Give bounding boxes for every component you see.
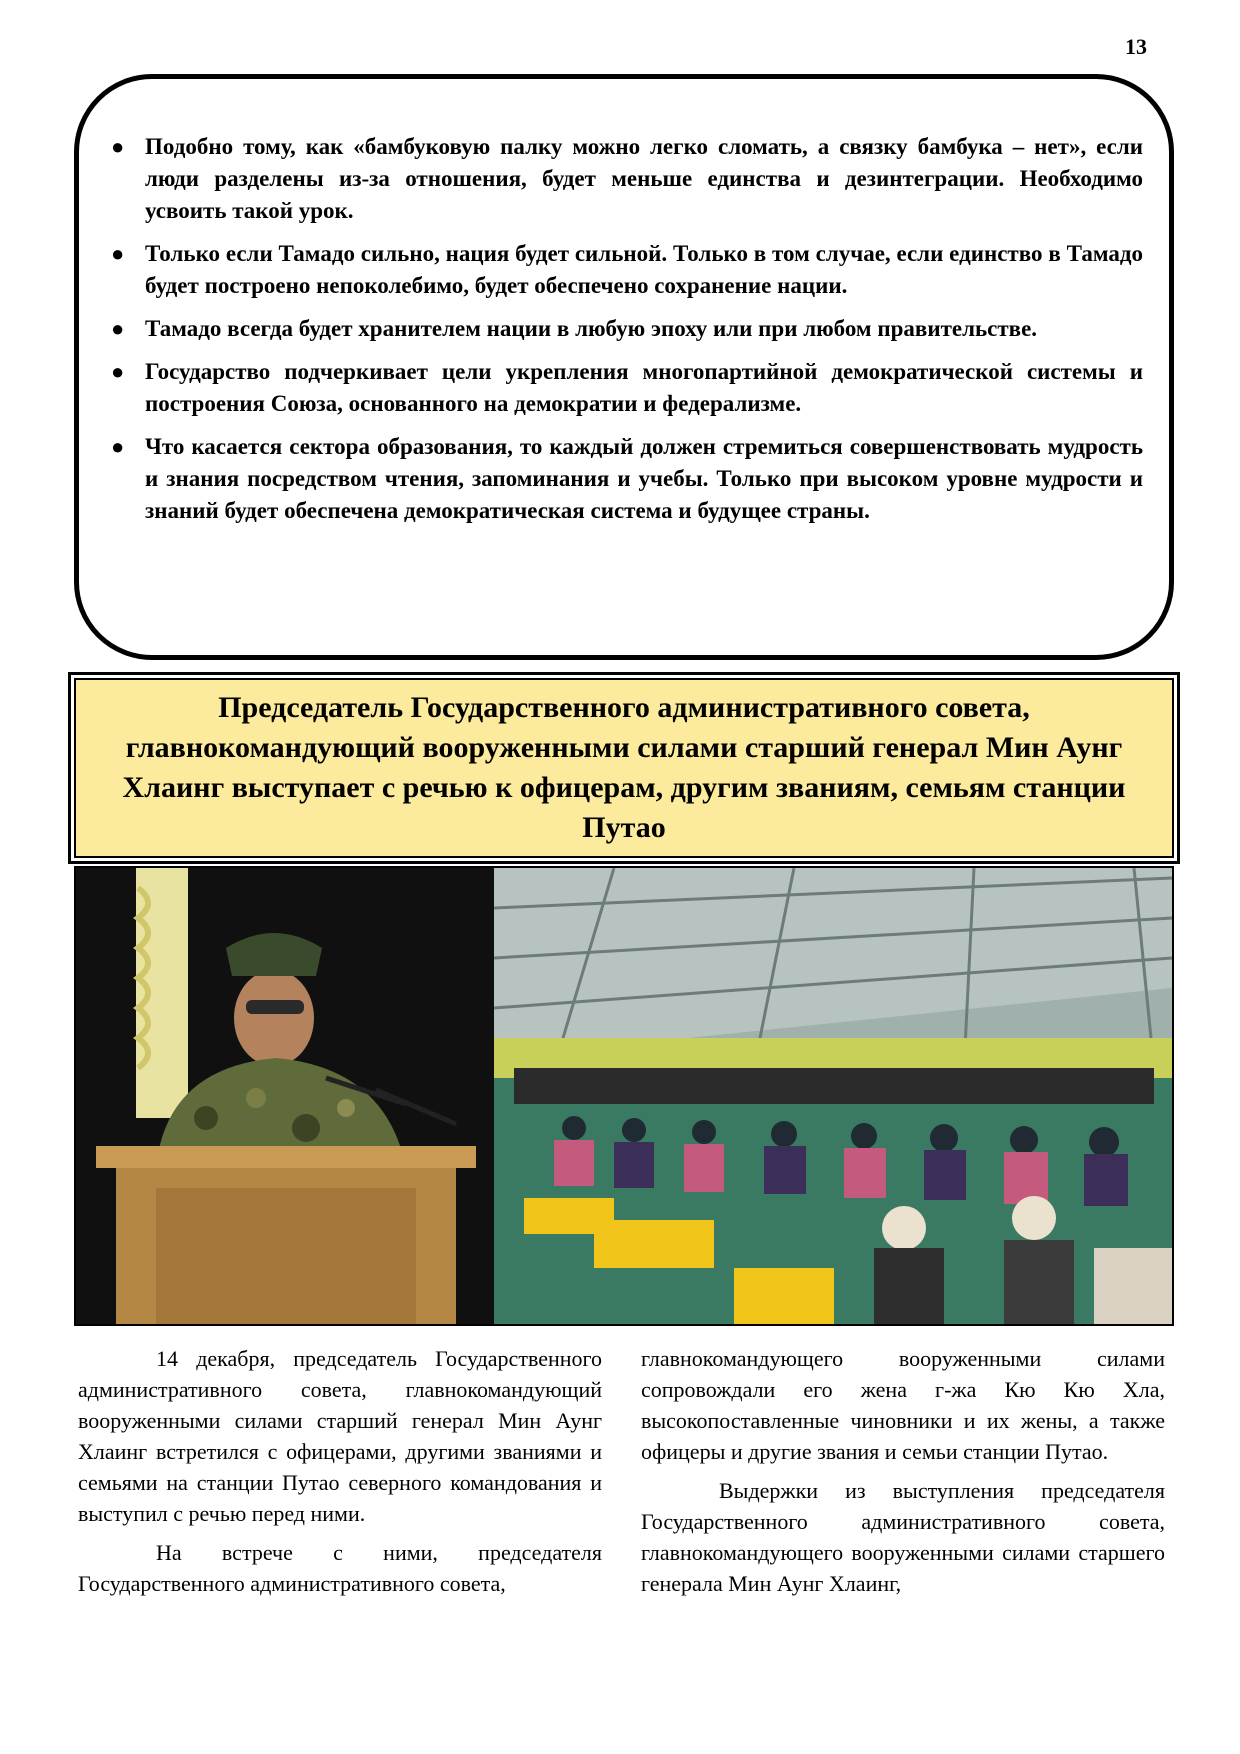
speaker-photo xyxy=(76,868,494,1324)
bullet-icon: ● xyxy=(111,359,125,384)
list-item-text: Что касается сектора образования, то каждый должен стремиться совершенствовать мудрость и знания посредством чтения, запоминания и учебы. Только при высоком уровне мудрости и знаний будет обеспечена демократическая система и будущее страны. xyxy=(145,434,1143,523)
key-points-box xyxy=(74,74,1174,660)
article-paragraph: На встрече с ними, председателя Государственного административного совета, xyxy=(78,1540,602,1596)
list-item xyxy=(111,313,1143,345)
list-item-text: Государство подчеркивает цели укрепления многопартийной демократической системы и построения Союза, основанного на демократии и федерализме. xyxy=(145,359,1143,416)
speaker-photo-illustration xyxy=(76,868,494,1324)
list-item xyxy=(111,431,1143,527)
article-paragraph: главнокомандующего вооруженными силами сопровождали его жена г-жа Кю Кю Хла, высокопоставленные чиновники и их жены, а также офицеры и другие звания и семьи станции Путао. xyxy=(641,1346,1165,1464)
list-item-text: Тамадо всегда будет хранителем нации в любую эпоху или при любом правительстве. xyxy=(145,316,1038,341)
page-number: 13 xyxy=(1125,34,1147,59)
article-paragraph: Выдержки из выступления председателя Государственного административного совета, главнокомандующего вооруженными силами старшего генерала Мин Аунг Хлаинг, xyxy=(641,1478,1165,1596)
article-headline-box xyxy=(74,678,1174,858)
list-item xyxy=(111,238,1143,302)
bullet-icon: ● xyxy=(111,134,125,159)
photo-strip xyxy=(74,866,1174,1326)
key-points-list xyxy=(111,131,1143,538)
audience-photo-illustration xyxy=(494,868,1172,1324)
article-headline: Председатель Государственного административного совета, главнокомандующий вооруженными силами старший генерал Мин Аунг Хлаинг выступает с речью к офицерам, другим званиям, семьям станции Путао xyxy=(122,691,1126,844)
audience-photo xyxy=(494,868,1172,1324)
bullet-icon: ● xyxy=(111,316,125,341)
list-item-text: Только если Тамадо сильно, нация будет сильной. Только в том случае, если единство в Тамадо будет построено непоколебимо, будет обеспечено сохранение нации. xyxy=(145,241,1143,298)
list-item-text: Подобно тому, как «бамбуковую палку можно легко сломать, а связку бамбука – нет», если люди разделены из-за отношения, будет меньше единства и дезинтеграции. Необходимо усвоить такой урок. xyxy=(145,134,1143,223)
article-column-left xyxy=(78,1343,602,1607)
bullet-icon: ● xyxy=(111,434,125,459)
bullet-icon: ● xyxy=(111,241,125,266)
list-item xyxy=(111,356,1143,420)
list-item xyxy=(111,131,1143,227)
article-column-right xyxy=(641,1343,1165,1607)
article-paragraph: 14 декабря, председатель Государственного административного совета, главнокомандующий вооруженными силами старший генерал Мин Аунг Хлаинг встретился с офицерами, другими званиями и семьями на станции Путао северного командования и выступил с речью перед ними. xyxy=(78,1346,602,1526)
